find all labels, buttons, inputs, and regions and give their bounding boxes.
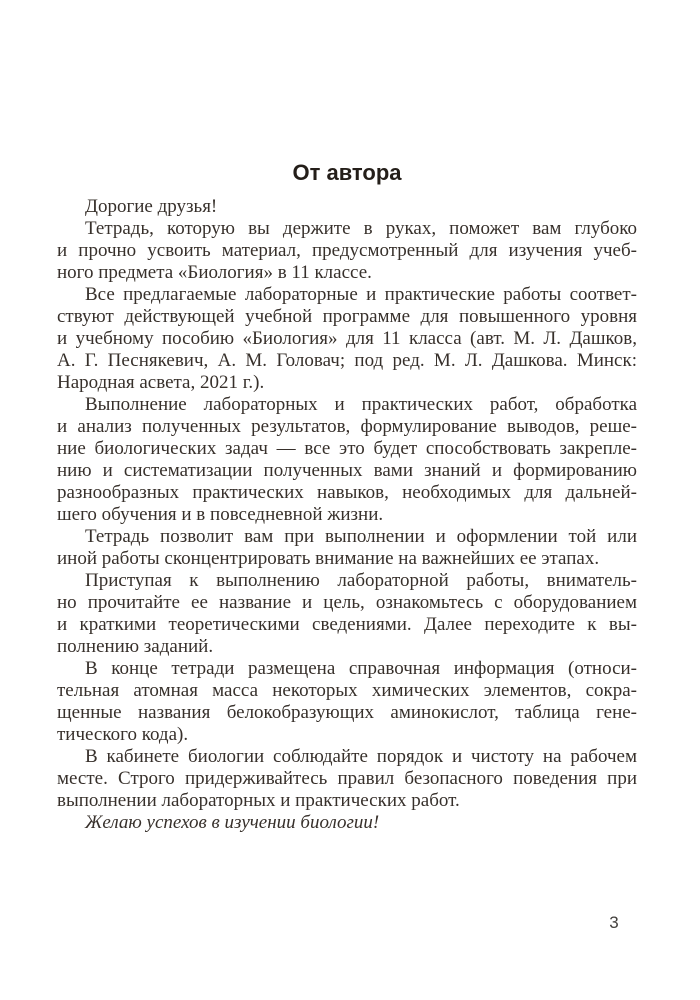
page-title: От автора: [292, 160, 402, 185]
text-line: и прочно усвоить материал, предусмотренный для изучения учеб-: [57, 240, 637, 261]
text-line: но прочитайте ее название и цель, ознакомьтесь с оборудованием: [57, 592, 637, 613]
text-line: и учебному пособию «Биология» для 11 класса (авт. М. Л. Дашков,: [57, 328, 637, 349]
text-line: полнению заданий.: [57, 636, 214, 657]
text-line: иной работы сконцентрировать внимание на важнейших ее этапах.: [57, 548, 600, 569]
text-line: месте. Строго придерживайтесь правил безопасного поведения при: [57, 768, 637, 789]
paragraph: [57, 196, 637, 218]
text-line: разнообразных практических навыков, необходимых для дальней-: [57, 482, 637, 503]
text-line: Желаю успехов в изучении биологии!: [85, 812, 380, 833]
text-line: А. Г. Песнякевич, А. М. Головач; под ред. М. Л. Дашкова. Минск:: [57, 350, 637, 371]
text-line: и анализ полученных результатов, формулирование выводов, реше-: [57, 416, 637, 437]
text-line: Приступая к выполнению лабораторной работы, вниматель-: [85, 570, 637, 591]
text-line: Тетрадь позволит вам при выполнении и оформлении той или: [85, 526, 637, 547]
paragraph: [57, 526, 637, 570]
paragraph: [57, 746, 637, 812]
text-line: В конце тетради размещена справочная информация (относи-: [85, 658, 637, 679]
page-number: 3: [609, 913, 619, 932]
text-line: ствуют действующей учебной программе для повышенного уровня: [57, 306, 637, 327]
text-line: тельная атомная масса некоторых химических элементов, сокра-: [57, 680, 637, 701]
text-line: В кабинете биологии соблюдайте порядок и чистоту на рабочем: [85, 746, 637, 767]
paragraph: [57, 284, 637, 394]
text-line: шего обучения и в повседневной жизни.: [57, 504, 384, 525]
text-line: тического кода).: [57, 724, 189, 745]
paragraph: [57, 812, 637, 834]
text-line: Дорогие друзья!: [85, 196, 218, 217]
text-line: ние биологических задач — все это будет способствовать закрепле-: [57, 438, 637, 459]
text-line: выполнении лабораторных и практических работ.: [57, 790, 460, 811]
text-line: Тетрадь, которую вы держите в руках, поможет вам глубоко: [85, 218, 637, 239]
text-line: нию и систематизации полученных вами знаний и формированию: [57, 460, 637, 481]
text-line: щенные названия белокобразующих аминокислот, таблица гене-: [57, 702, 637, 723]
text-line: ного предмета «Биология» в 11 классе.: [57, 262, 372, 283]
paragraph: [57, 658, 637, 746]
text-line: Все предлагаемые лабораторные и практические работы соответ-: [85, 284, 637, 305]
paragraph: [57, 570, 637, 658]
text-line: Выполнение лабораторных и практических работ, обработка: [85, 394, 637, 415]
paragraph: [57, 394, 637, 526]
text-line: Народная асвета, 2021 г.).: [57, 372, 265, 393]
body-text: [57, 196, 637, 834]
text-line: и краткими теоретическими сведениями. Далее переходите к вы-: [57, 614, 637, 635]
paragraph: [57, 218, 637, 284]
